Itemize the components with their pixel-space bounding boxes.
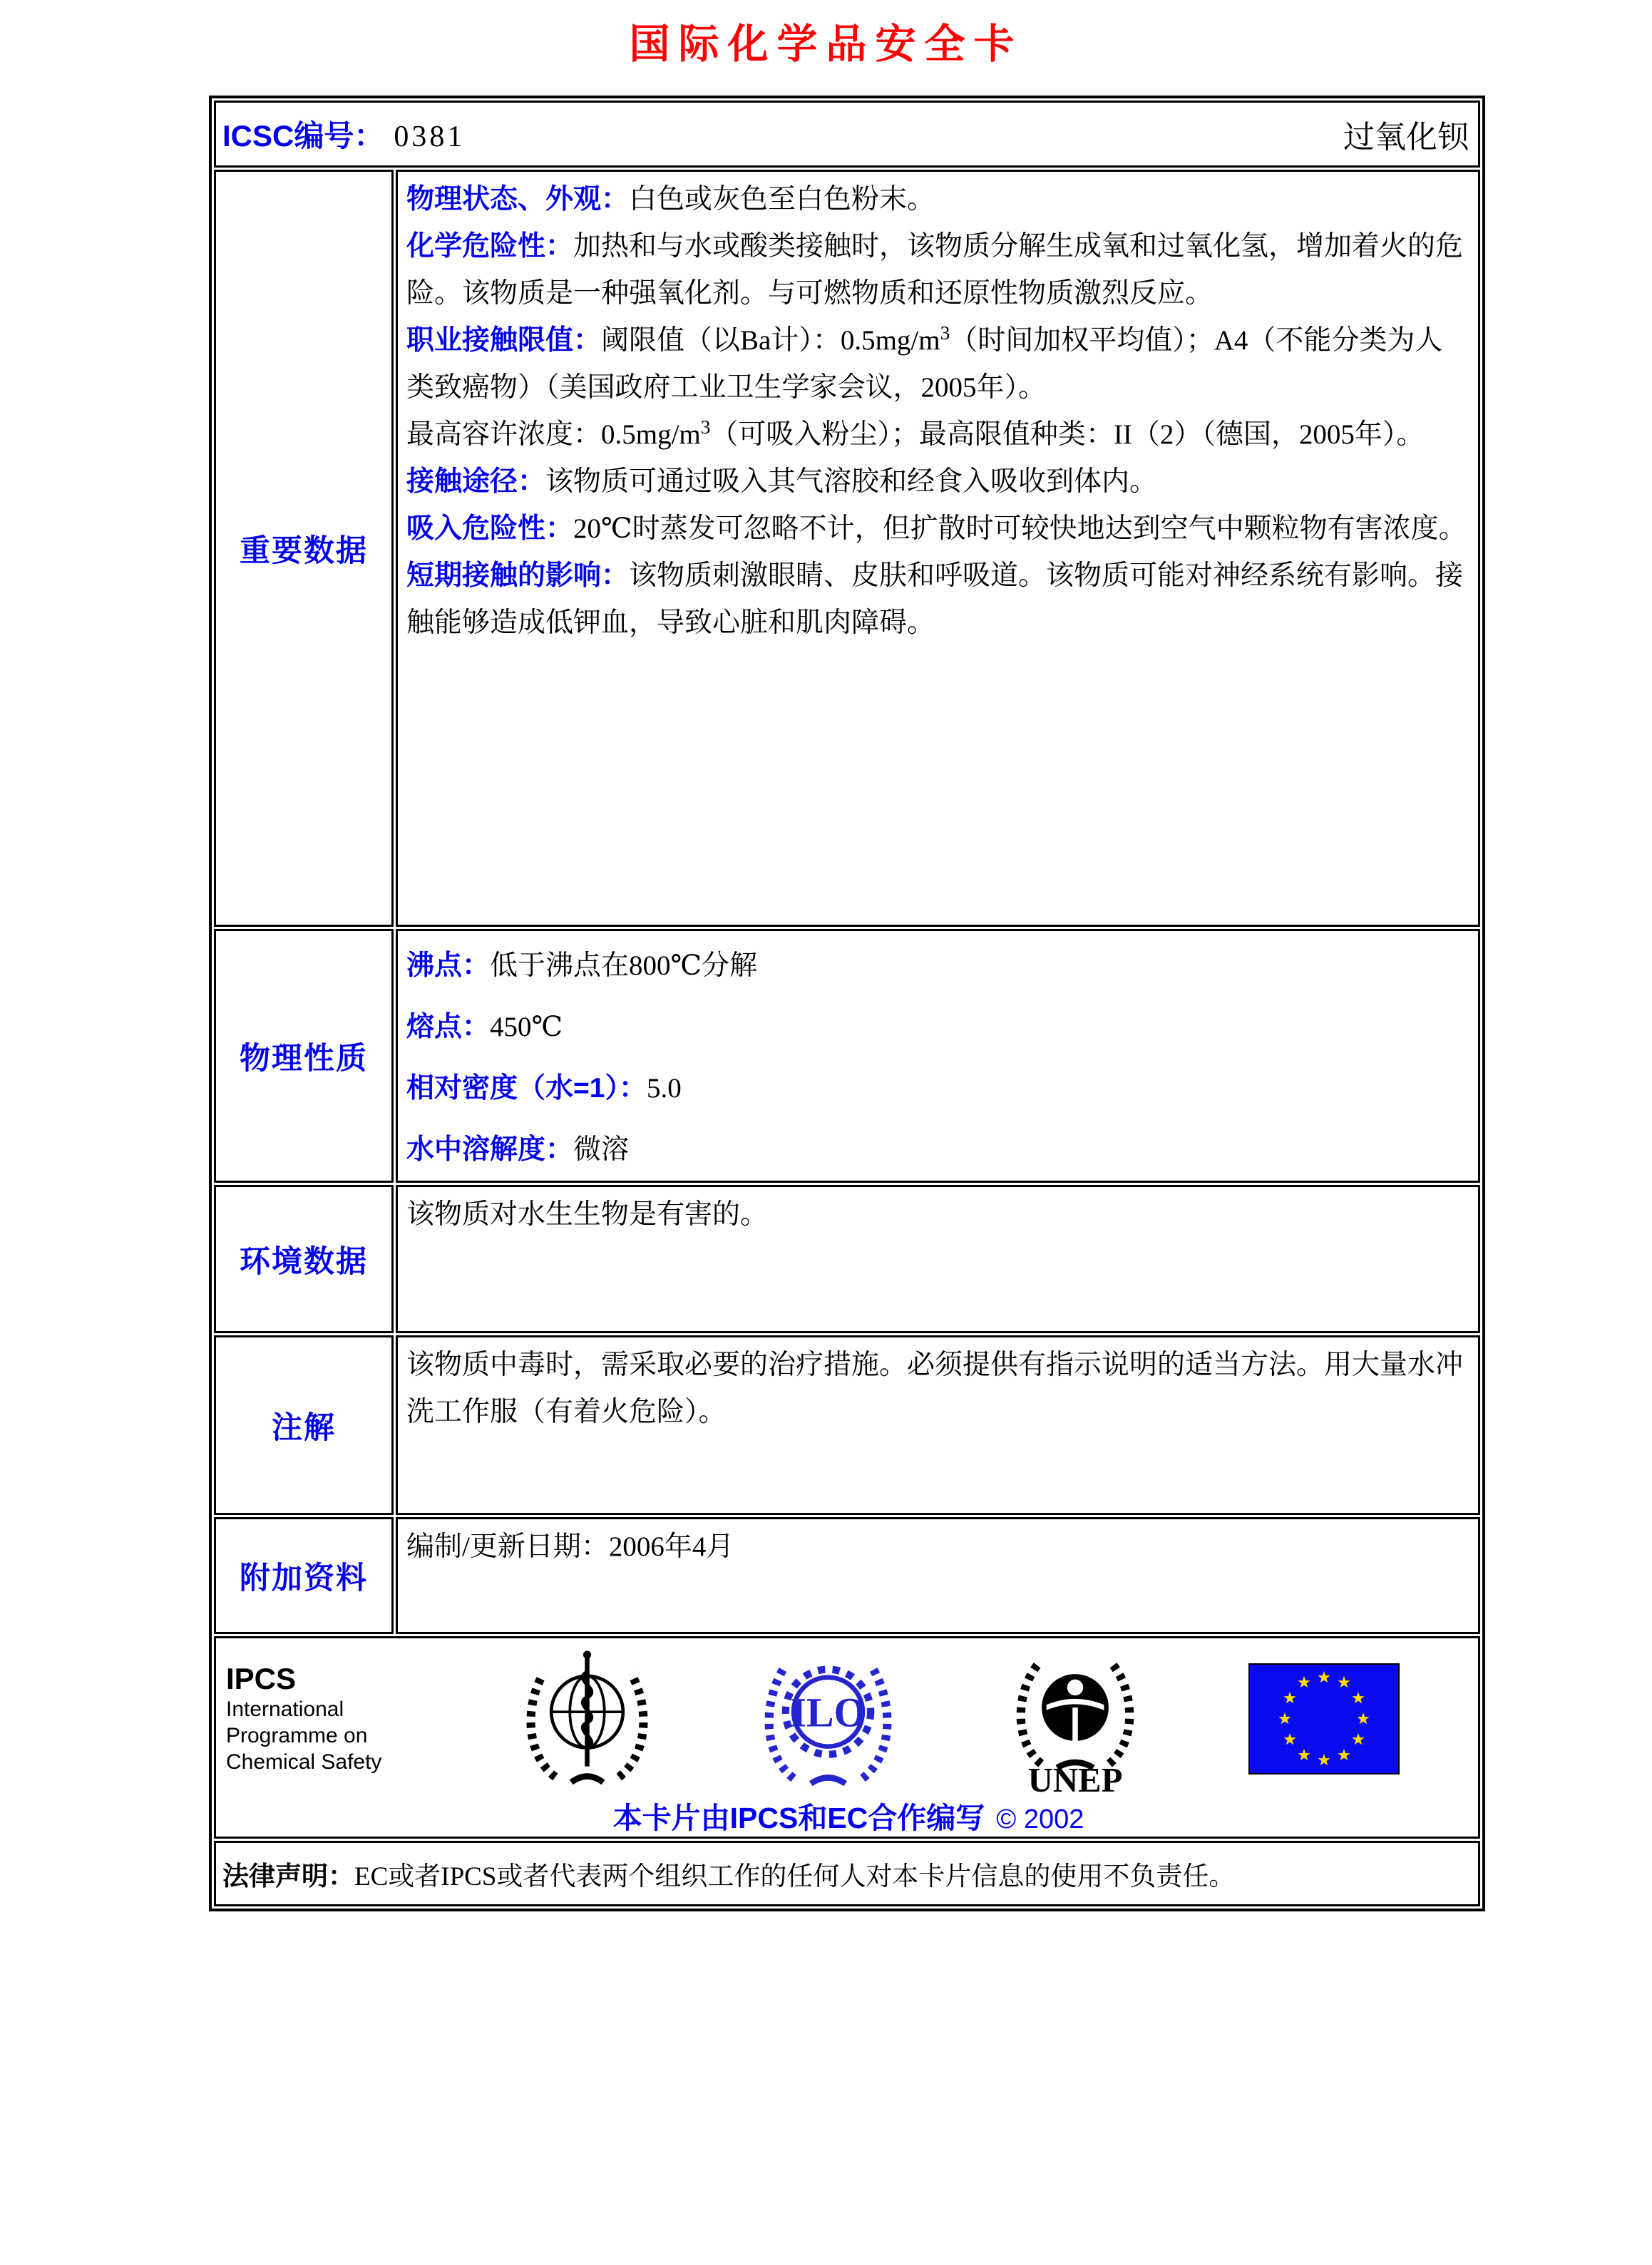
additional-info-content — [396, 1517, 1480, 1634]
unep-logo-icon — [997, 1643, 1154, 1794]
svg-text:UNEP: UNEP — [1027, 1760, 1122, 1794]
ipcs-acronym: IPCS — [226, 1662, 297, 1695]
field-boiling-point: 沸点：低于沸点在800℃分解 — [406, 950, 758, 981]
important-data-content — [396, 170, 1480, 927]
legal-text: EC或者IPCS或者代表两个组织工作的任何人对本卡片信息的使用不负责任。 — [354, 1862, 1236, 1891]
field-melting-point: 熔点：450℃ — [406, 1012, 563, 1042]
field-exposure-routes: 接触途径：该物质可通过吸入其气溶胶和经食入吸收到体内。 — [406, 466, 1158, 497]
credit-year: © 2002 — [996, 1804, 1084, 1834]
field-environmental-data: 该物质对水生生物是有害的。 — [406, 1199, 769, 1230]
icsc-number-value: 0381 — [394, 120, 466, 153]
field-inhalation-risk: 吸入危险性：20℃时蒸发可忽略不计，但扩散时可较快地达到空气中颗粒物有害浓度。 — [406, 513, 1467, 544]
environmental-data-content — [396, 1185, 1480, 1333]
field-short-term-effects: 短期接触的影响：该物质刺激眼睛、皮肤和呼吸道。该物质可能对神经系统有影响。接触能够造成低钾血，导致心脏和肌肉障碍。 — [406, 560, 1464, 638]
chemical-name: 过氧化钡 — [1343, 120, 1469, 155]
section-label-important-data: 重要数据 — [214, 170, 394, 927]
footer-logos-row — [214, 1636, 1480, 1839]
section-label-notes: 注解 — [214, 1335, 394, 1515]
physical-properties-content — [396, 929, 1480, 1183]
section-label-additional-info: 附加资料 — [214, 1517, 394, 1634]
eu-flag-icon — [1248, 1663, 1400, 1774]
field-update-date: 编制/更新日期：2006年4月 — [406, 1531, 734, 1562]
legal-row — [214, 1841, 1480, 1906]
field-chemical-danger: 化学危险性：加热和与水或酸类接触时，该物质分解生成氧和过氧化氢，增加着火的危险。该物质是一种强氧化剂。与可燃物质和还原性物质激烈反应。 — [406, 231, 1464, 309]
superscript-3: 3 — [700, 416, 711, 438]
section-label-physical-properties: 物理性质 — [214, 929, 394, 1183]
credit-line — [226, 1794, 1471, 1837]
icsc-card-table — [209, 96, 1485, 1911]
field-relative-density: 相对密度（水=1）：5.0 — [406, 1073, 682, 1104]
superscript-3: 3 — [940, 322, 950, 344]
icsc-number-group — [222, 113, 465, 155]
section-label-environmental-data: 环境数据 — [214, 1185, 394, 1333]
field-physical-state: 物理状态、外观：白色或灰色至白色粉末。 — [406, 184, 935, 215]
icsc-number-label: ICSC编号： — [222, 119, 384, 153]
field-max-allowed-concentration: 最高容许浓度：$0.5mg/m^3$（可吸入粉尘）；最高限值种类：II（2）（德国，2005年）。 — [406, 416, 1425, 450]
field-notes: 该物质中毒时，需采取必要的治疗措施。必须提供有指示说明的适当方法。用大量水冲洗工作服（有着火危险）。 — [406, 1350, 1464, 1427]
ilo-logo-icon — [755, 1645, 901, 1792]
svg-text:ILO: ILO — [790, 1690, 866, 1736]
credit-text: 本卡片由IPCS和EC合作编写 — [612, 1802, 985, 1834]
who-logo-icon — [514, 1645, 660, 1792]
field-occupational-exposure-limits: 职业接触限值：阈限值（以Ba计）：$0.5mg/m^3$（时间加权平均值）；A4（不能分类为人类致癌物）（美国政府工业卫生学家会议，2005年）。 — [406, 322, 1443, 403]
field-water-solubility: 水中溶解度：微溶 — [406, 1134, 630, 1165]
legal-label: 法律声明： — [222, 1861, 354, 1891]
header-row — [214, 101, 1480, 168]
icsc-document-page — [0, 11, 1652, 2265]
notes-content — [396, 1335, 1480, 1515]
page-title: 国际化学品安全卡 — [629, 21, 1023, 67]
ipcs-text-block: IPCS International Programme on Chemical Safety — [226, 1662, 419, 1775]
